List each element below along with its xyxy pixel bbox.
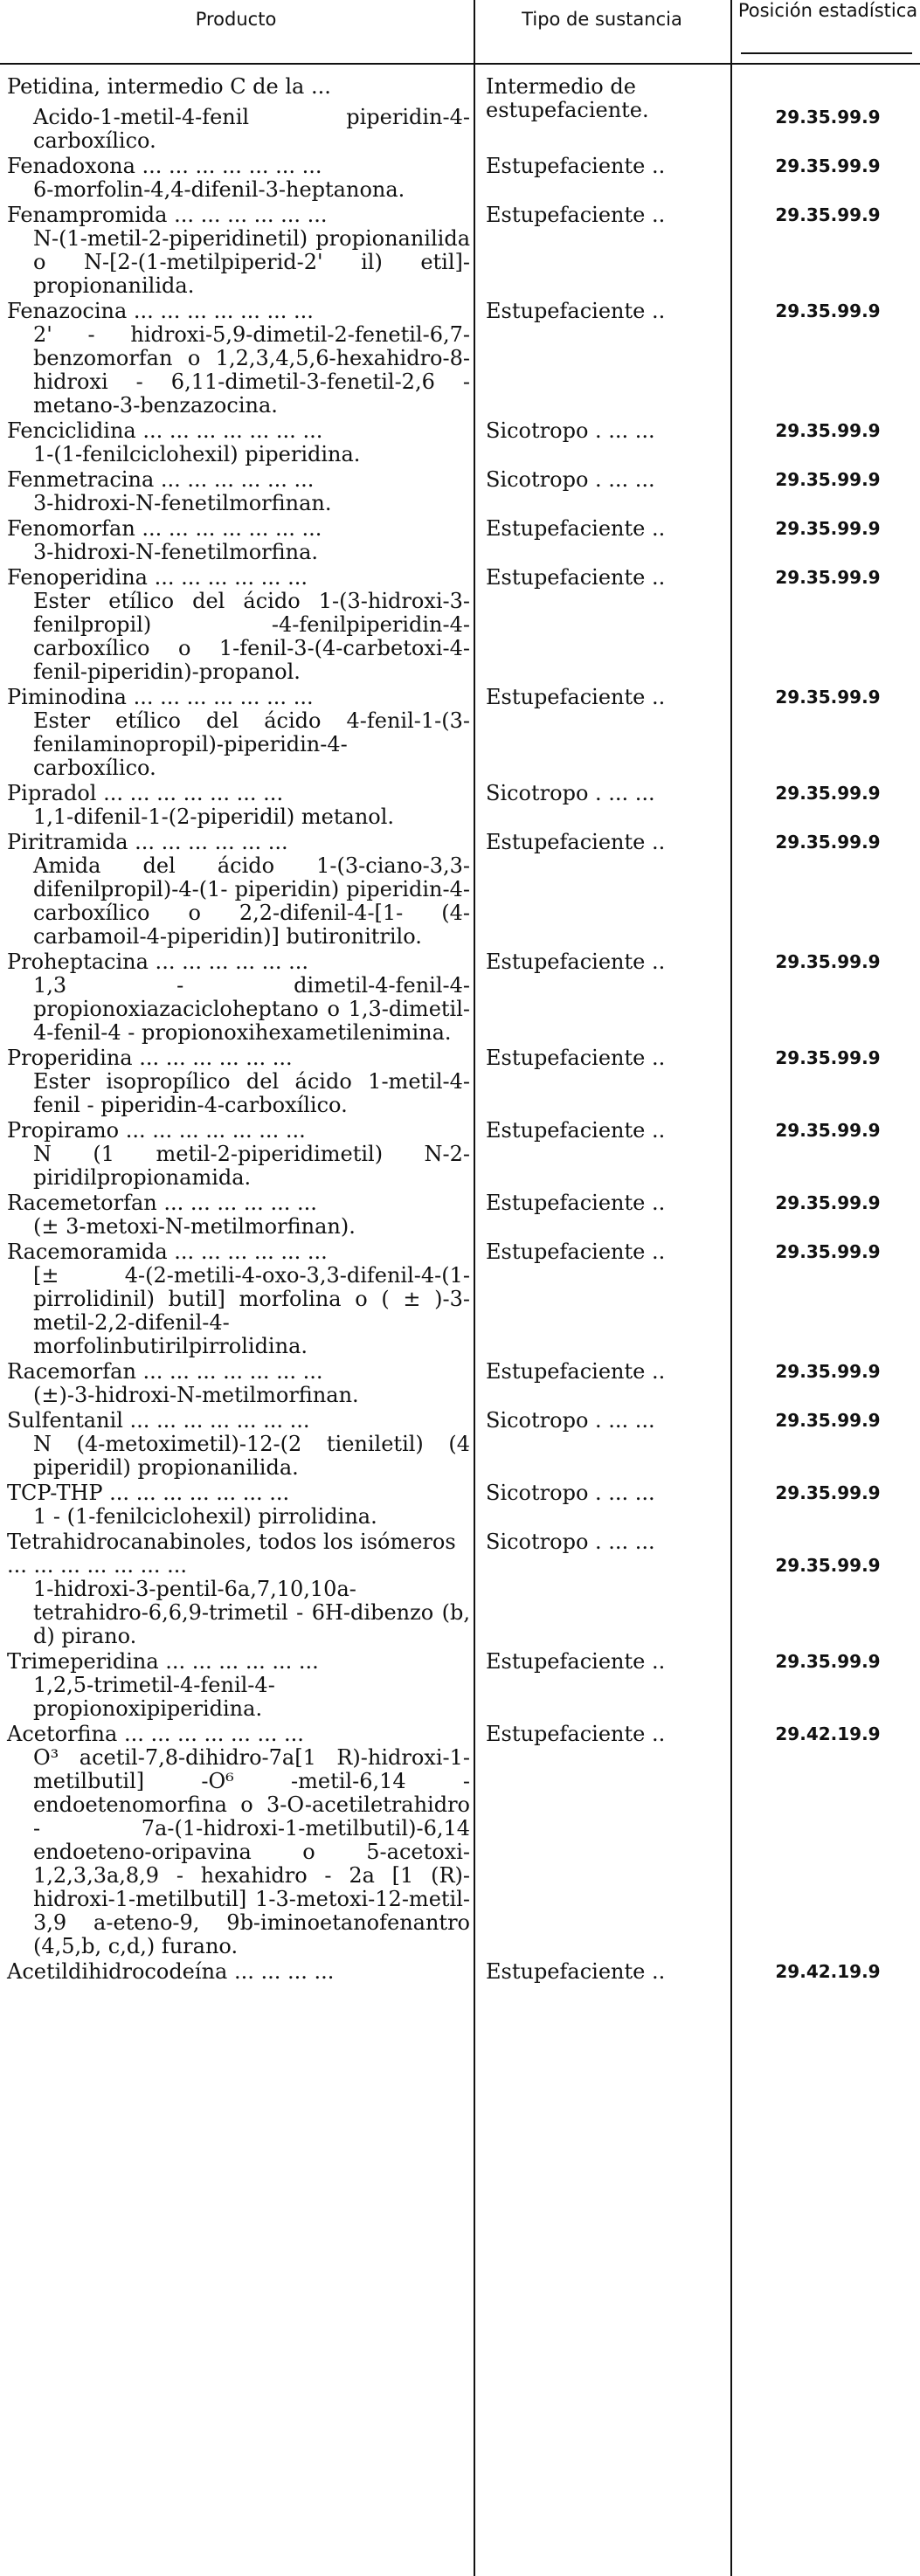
product-name: Fenoperidina ... ... ... ... ... ... [7,565,308,590]
substance-type: Estupefaciente .. [486,154,666,178]
product-cell [7,1046,470,1117]
product-cell [7,1191,470,1239]
product-description: 1-hidroxi-3-pentil-6a,7,10,10a-tetrahidro-6,6,9-trimetil - 6H-dibenzo (b, d) pirano. [33,1577,470,1648]
product-name: Fenadoxona ... ... ... ... ... ... ... [7,154,322,178]
product-description: 1,2,5-trimetil-4-fenil-4-propionoxipiperidina. [33,1673,275,1721]
product-description: 6-morfolin-4,4-difenil-3-heptanona. [33,177,405,202]
substance-type: Estupefaciente .. [486,1046,666,1070]
header-tipo-sustancia: Tipo de sustancia [522,9,682,30]
substance-type: Sicotropo . ... ... [486,781,655,805]
product-description: Ester isopropílico del ácido 1-metil-4-fenil - piperidin-4-carboxílico. [33,1069,470,1117]
substance-type: Sicotropo . ... ... [486,418,655,443]
statistical-position: 29.35.99.9 [775,518,881,539]
statistical-position: 29.35.99.9 [775,155,881,176]
statistical-position: 29.35.99.9 [775,832,881,853]
product-description: N (1 metil-2-piperidimetil) N-2-piridilpropionamida. [33,1142,470,1190]
product-description: (±)-3-hidroxi-N-metilmorfinan. [33,1383,359,1407]
product-cell [7,1530,470,1648]
product-cell [7,155,470,202]
product-description: [± 4-(2-metili-4-oxo-3,3-difenil-4-(1-pirrolidinil) butil] morfolina o ( ± )-3-metil-2,2-difenil-4-morfolinbutirilpirrolidina. [33,1263,470,1358]
product-name: Proheptacina ... ... ... ... ... ... [7,950,309,974]
table-row [0,1046,920,1117]
table-row [0,1481,920,1529]
statistical-position: 29.35.99.9 [775,783,881,804]
product-name: Properidina ... ... ... ... ... ... [7,1046,293,1070]
product-cell [7,1650,470,1721]
product-description: 1 - (1-fenilciclohexil) pirrolidina. [33,1504,377,1529]
product-cell [7,1409,470,1480]
product-description: 2' - hidroxi-5,9-dimetil-2-fenetil-6,7-benzomorfan o 1,2,3,4,5,6-hexahidro-8-hidroxi - 6,11-dimetil-3-fenetil-2,6 - metano-3-benzazocina. [33,322,470,418]
product-cell [7,1240,470,1358]
substance-type: Estupefaciente .. [486,1959,666,1984]
table-row [0,204,920,298]
product-name: Fenmetracina ... ... ... ... ... ... [7,467,315,492]
product-name: Piminodina ... ... ... ... ... ... ... [7,685,314,709]
product-cell [7,1481,470,1529]
statistical-position: 29.35.99.9 [775,420,881,441]
product-name: Fenciclidina ... ... ... ... ... ... ... [7,418,323,443]
table-row [0,1240,920,1358]
substance-type: Estupefaciente .. [486,1118,666,1143]
substance-type: Sicotropo . ... ... [486,1408,655,1433]
product-name: Racemetorfan ... ... ... ... ... ... [7,1191,317,1215]
table-row [0,950,920,1045]
substance-type: Estupefaciente .. [486,830,666,854]
product-name: Pipradol ... ... ... ... ... ... ... [7,781,284,805]
product-name: Petidina, intermedio C de la ... [7,74,331,99]
statistical-position: 29.42.19.9 [775,1961,881,1982]
substance-type: Estupefaciente .. [486,516,666,541]
substance-type: Sicotropo . ... ... [486,1481,655,1505]
table-row [0,1191,920,1239]
product-description: 1-(1-fenilciclohexil) piperidina. [33,442,361,466]
product-name: Tetrahidrocanabinoles, todos los isómeros ... ... ... ... ... ... ... [7,1530,456,1578]
statistical-position: 29.35.99.9 [775,300,881,321]
product-description: 3-hidroxi-N-fenetilmorfinan. [33,491,332,515]
product-description: 1,1-difenil-1-(2-piperidil) metanol. [33,805,395,829]
product-name: Fenazocina ... ... ... ... ... ... ... [7,299,314,323]
statistical-position: 29.35.99.9 [775,1555,881,1576]
substance-type: Estupefaciente .. [486,299,666,323]
table-row [0,468,920,515]
product-name: Trimeperidina ... ... ... ... ... ... [7,1649,319,1674]
substance-type: Estupefaciente .. [486,1722,666,1746]
product-cell [7,1360,470,1407]
table-row [0,1119,920,1190]
table-header [0,0,920,65]
product-name: Racemoramida ... ... ... ... ... ... [7,1240,328,1264]
product-cell [7,75,470,153]
statistical-position: 29.35.99.9 [775,1120,881,1141]
table-row [0,300,920,418]
product-description: (± 3-metoxi-N-metilmorfinan). [33,1214,356,1239]
product-description: O³ acetil-7,8-dihidro-7a[1 R)-hidroxi-1-metilbutil] -O⁶ -metil-6,14 - endoetenomorfina o 3-O-acetiletrahidro - 7a-(1-hidroxi-1-metilbutil)-6,14 endoeteno-oripavina o 5-acetoxi-1,2,3,3a,8,9 - hexahidro - 2a [1 (R)-hidroxi-1-metilbutil] 1-3-metoxi-12-metil-3,9 a-eteno-9, 9b-iminoetanofenantro (4,5,b, c,d,) furano. [33,1745,470,1958]
header-producto: Producto [195,9,277,30]
statistical-position: 29.35.99.9 [775,1651,881,1672]
table-row [0,419,920,466]
product-name: Piritramida ... ... ... ... ... ... [7,830,288,854]
product-name: Racemorfan ... ... ... ... ... ... ... [7,1359,323,1384]
substance-type: Sicotropo . ... ... [486,467,655,492]
product-cell [7,950,470,1045]
table-row [0,1650,920,1721]
substance-type: Estupefaciente .. [486,565,666,590]
statistical-position: 29.35.99.9 [775,1361,881,1382]
table-row [0,1723,920,1958]
product-description: Ester etílico del ácido 4-fenil-1-(3-fenilaminopropil)-piperidin-4-carboxílico. [33,708,470,780]
statistical-position: 29.35.99.9 [775,469,881,490]
product-description: 1,3 - dimetil-4-fenil-4-propionoxiazacicloheptano o 1,3-dimetil-4-fenil-4 - propionoxihexametilenimina. [33,973,470,1045]
statistical-position: 29.42.19.9 [775,1723,881,1744]
product-description: 3-hidroxi-N-fenetilmorfina. [33,540,319,564]
table-row [0,1960,920,1984]
statistical-position: 29.35.99.9 [775,951,881,972]
substance-type: Estupefaciente .. [486,950,666,974]
product-cell [7,782,470,829]
product-description: N-(1-metil-2-piperidinetil) propionanilida o N-[2-(1-metilpiperid-2' il) etil]-propionanilida. [33,226,470,298]
product-cell [7,300,470,418]
product-cell [7,419,470,466]
table-row [0,831,920,949]
table-row [0,1409,920,1480]
table-row [0,517,920,564]
table-row [0,566,920,684]
product-name: Fenomorfan ... ... ... ... ... ... ... [7,516,322,541]
table-row [0,1360,920,1407]
product-cell [7,1960,470,1984]
product-name: TCP-THP ... ... ... ... ... ... ... [7,1481,290,1505]
product-description: Acido-1-metil-4-fenil piperidin-4-carboxílico. [33,105,470,153]
product-cell [7,468,470,515]
substance-type: Estupefaciente .. [486,1359,666,1384]
product-name: Propiramo ... ... ... ... ... ... ... [7,1118,306,1143]
statistical-position: 29.35.99.9 [775,204,881,225]
product-name: Sulfentanil ... ... ... ... ... ... ... [7,1408,310,1433]
statistical-position: 29.35.99.9 [775,1482,881,1503]
product-cell [7,686,470,780]
product-description: Ester etílico del ácido 1-(3-hidroxi-3-fenilpropil) -4-fenilpiperidin-4-carboxílico o 1-fenil-3-(4-carbetoxi-4-fenil-piperidin)-propanol. [33,589,470,684]
statistical-position: 29.35.99.9 [775,1410,881,1431]
product-cell [7,831,470,949]
product-description: N (4-metoximetil)-12-(2 tieniletil) (4 piperidil) propionanilida. [33,1432,470,1480]
product-name: Acetorfina ... ... ... ... ... ... ... [7,1722,304,1746]
product-description: Amida del ácido 1-(3-ciano-3,3-difenilpropil)-4-(1- piperidin) piperidin-4-carboxílico o 2,2-difenil-4-[1- (4-carbamoil-4-piperidin)] butironitrilo. [33,853,470,949]
table-row [0,75,920,153]
table-row [0,782,920,829]
product-cell [7,204,470,298]
statistical-position: 29.35.99.9 [775,1241,881,1262]
substance-type: Sicotropo . ... ... [486,1530,655,1554]
header-posicion-estadistica: Posición estadística [737,0,918,21]
table-row [0,1530,920,1648]
substance-type: Intermedio de estupefaciente. [486,74,649,122]
substance-type: Estupefaciente .. [486,1649,666,1674]
substance-type: Estupefaciente .. [486,203,666,227]
statistical-position: 29.35.99.9 [775,107,881,128]
product-cell [7,517,470,564]
statistical-position: 29.35.99.9 [775,1192,881,1213]
statistical-position: 29.35.99.9 [775,1047,881,1068]
product-name: Acetildihidrocodeína ... ... ... ... [7,1959,335,1984]
product-cell [7,1723,470,1958]
substance-type: Estupefaciente .. [486,685,666,709]
table-row [0,686,920,780]
product-cell [7,566,470,684]
header-underline [741,52,912,54]
statistical-position: 29.35.99.9 [775,687,881,708]
substance-type: Estupefaciente .. [486,1240,666,1264]
table-row [0,155,920,202]
substance-type: Estupefaciente .. [486,1191,666,1215]
table-body [0,75,920,1986]
statistical-position: 29.35.99.9 [775,567,881,588]
product-cell [7,1119,470,1190]
product-name: Fenampromida ... ... ... ... ... ... [7,203,328,227]
